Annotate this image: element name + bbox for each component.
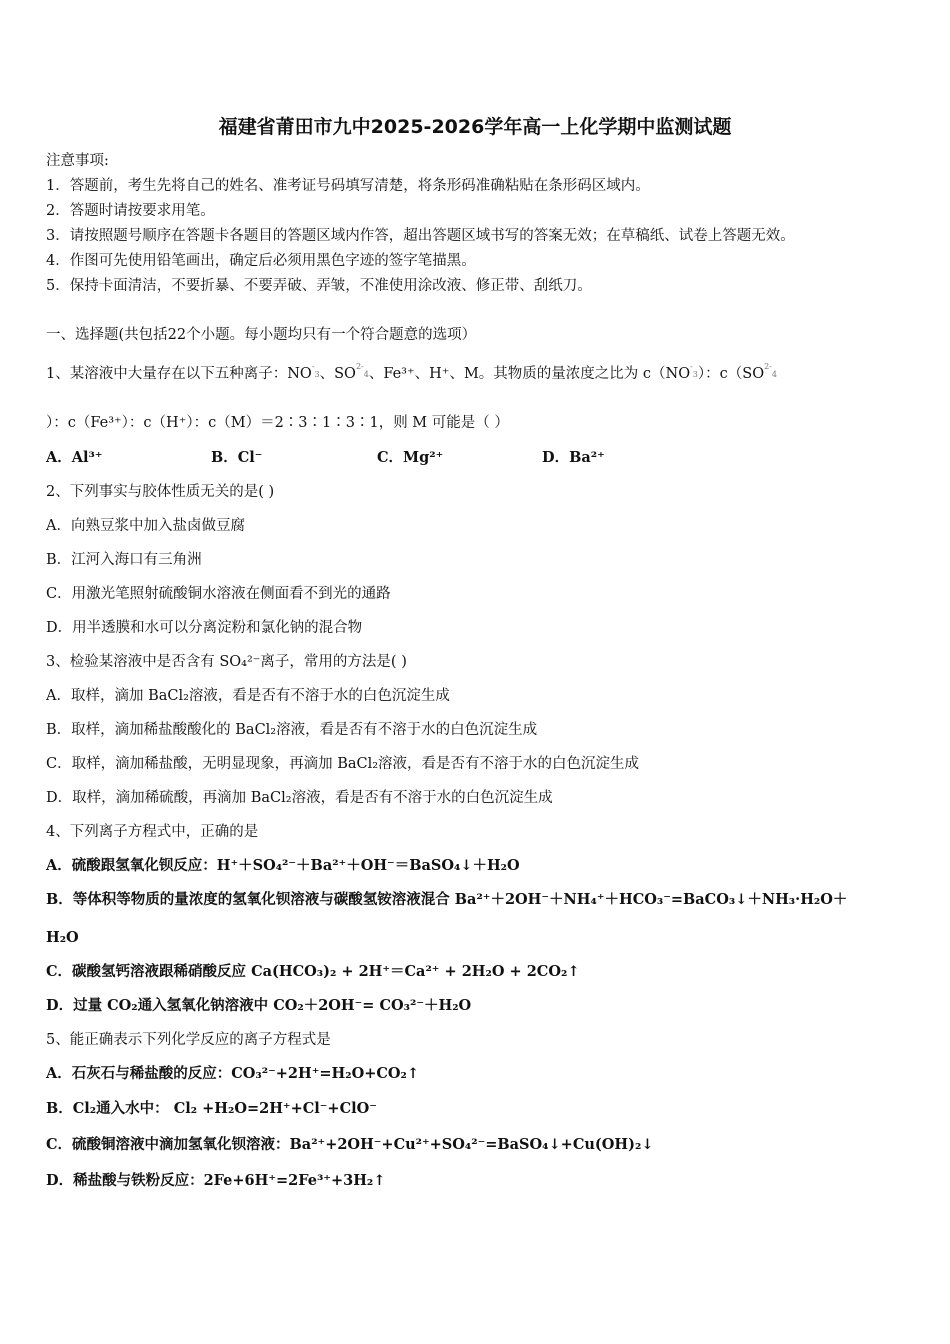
option-c: C．取样，滴加稀盐酸，无明显现象，再滴加 BaCl₂溶液，看是否有不溶于水的白色沉淀生成	[46, 756, 640, 772]
question-1-stem	[46, 364, 777, 386]
notice-item: 3．请按照题号顺序在答题卡各题目的答题区域内作答，超出答题区域书写的答案无效；在草稿纸、试卷上答题无效。	[46, 228, 795, 244]
notice-item: 4．作图可先使用铅笔画出，确定后必须用黑色字迹的签字笔描黑。	[46, 253, 476, 269]
option-d: D．取样，滴加稀硫酸，再滴加 BaCl₂溶液，看是否有不溶于水的白色沉淀生成	[46, 790, 553, 806]
q1-text-part: 、SO	[319, 366, 356, 382]
option-d: D．用半透膜和水可以分离淀粉和氯化钠的混合物	[46, 620, 363, 636]
q1-text-part: ）：c（SO	[697, 366, 765, 382]
q1-charge: 2-	[355, 362, 364, 371]
option-b: B．江河入海口有三角洲	[46, 552, 202, 568]
q1-charge: -	[690, 362, 693, 371]
option-d: D．Ba²⁺	[542, 449, 605, 466]
q1-subscript: 3	[692, 370, 698, 379]
option-b: B．Cl₂通入水中： Cl₂ +H₂O=2H⁺+Cl⁻+ClO⁻	[46, 1100, 377, 1117]
q1-subscript: 4	[363, 370, 369, 379]
q1-text-part: 1、某溶液中大量存在以下五种离子：NO	[46, 366, 312, 382]
question-2-stem: 2、下列事实与胶体性质无关的是( )	[46, 484, 275, 500]
option-d: D．过量 CO₂通入氢氧化钠溶液中 CO₂＋2OH⁻= CO₃²⁻＋H₂O	[46, 997, 472, 1014]
option-b: B．Cl⁻	[211, 449, 263, 466]
option-c: C．用激光笔照射硫酸铜水溶液在侧面看不到光的通路	[46, 586, 391, 602]
question-5-stem: 5、能正确表示下列化学反应的离子方程式是	[46, 1032, 331, 1048]
option-c: C．碳酸氢钙溶液跟稀硝酸反应 Ca(HCO₃)₂ + 2H⁺＝Ca²⁺ + 2H₂O + 2CO₂↑	[46, 963, 580, 980]
q1-text-part: 、Fe³⁺、H⁺、M。其物质的量浓度之比为 c（NO	[368, 366, 691, 382]
option-a: A．Al³⁺	[46, 449, 103, 466]
option-b-cont: H₂O	[46, 929, 79, 946]
option-c: C．硫酸铜溶液中滴加氢氧化钡溶液：Ba²⁺+2OH⁻+Cu²⁺+SO₄²⁻=BaSO₄↓+Cu(OH)₂↓	[46, 1136, 654, 1153]
q1-subscript: 3	[314, 370, 320, 379]
option-a: A．取样，滴加 BaCl₂溶液，看是否有不溶于水的白色沉淀生成	[46, 688, 450, 704]
option-d: D．稀盐酸与铁粉反应：2Fe+6H⁺=2Fe³⁺+3H₂↑	[46, 1172, 386, 1189]
q1-charge: 2-	[764, 362, 772, 371]
question-1-stem-cont: ）：c（Fe³⁺）：c（H⁺）：c（M）＝2∶3∶1∶3∶1，则 M 可能是（ ）	[46, 415, 509, 431]
option-c: C．Mg²⁺	[377, 449, 444, 466]
notice-item: 1．答题前，考生先将自己的姓名、准考证号码填写清楚，将条形码准确粘贴在条形码区域内。	[46, 178, 650, 194]
option-a: A．向熟豆浆中加入盐卤做豆腐	[46, 518, 245, 534]
question-3-stem: 3、检验某溶液中是否含有 SO₄²⁻离子，常用的方法是( )	[46, 654, 407, 670]
option-a: A．硫酸跟氢氧化钡反应：H⁺＋SO₄²⁻＋Ba²⁺＋OH⁻＝BaSO₄↓＋H₂O	[46, 857, 520, 874]
option-b: B．等体积等物质的量浓度的氢氧化钡溶液与碳酸氢铵溶液混合 Ba²⁺＋2OH⁻＋NH₄⁺＋HCO₃⁻=BaCO₃↓＋NH₃·H₂O＋	[46, 891, 848, 908]
section-heading: 一、选择题(共包括22个小题。每小题均只有一个符合题意的选项）	[46, 327, 477, 343]
option-a: A．石灰石与稀盐酸的反应：CO₃²⁻+2H⁺=H₂O+CO₂↑	[46, 1065, 420, 1082]
q1-charge: -	[311, 362, 315, 371]
page-title: 福建省莆田市九中2025-2026学年高一上化学期中监测试题	[218, 116, 732, 138]
question-4-stem: 4、下列离子方程式中，正确的是	[46, 824, 259, 840]
notice-item: 5．保持卡面清洁，不要折暴、不要弄破、弄皱，不准使用涂改液、修正带、刮纸刀。	[46, 278, 592, 294]
q1-subscript: 4	[771, 370, 777, 379]
notice-heading: 注意事项:	[46, 153, 109, 169]
notice-item: 2．答题时请按要求用笔。	[46, 203, 215, 219]
option-b: B．取样，滴加稀盐酸酸化的 BaCl₂溶液，看是否有不溶于水的白色沉淀生成	[46, 722, 538, 738]
